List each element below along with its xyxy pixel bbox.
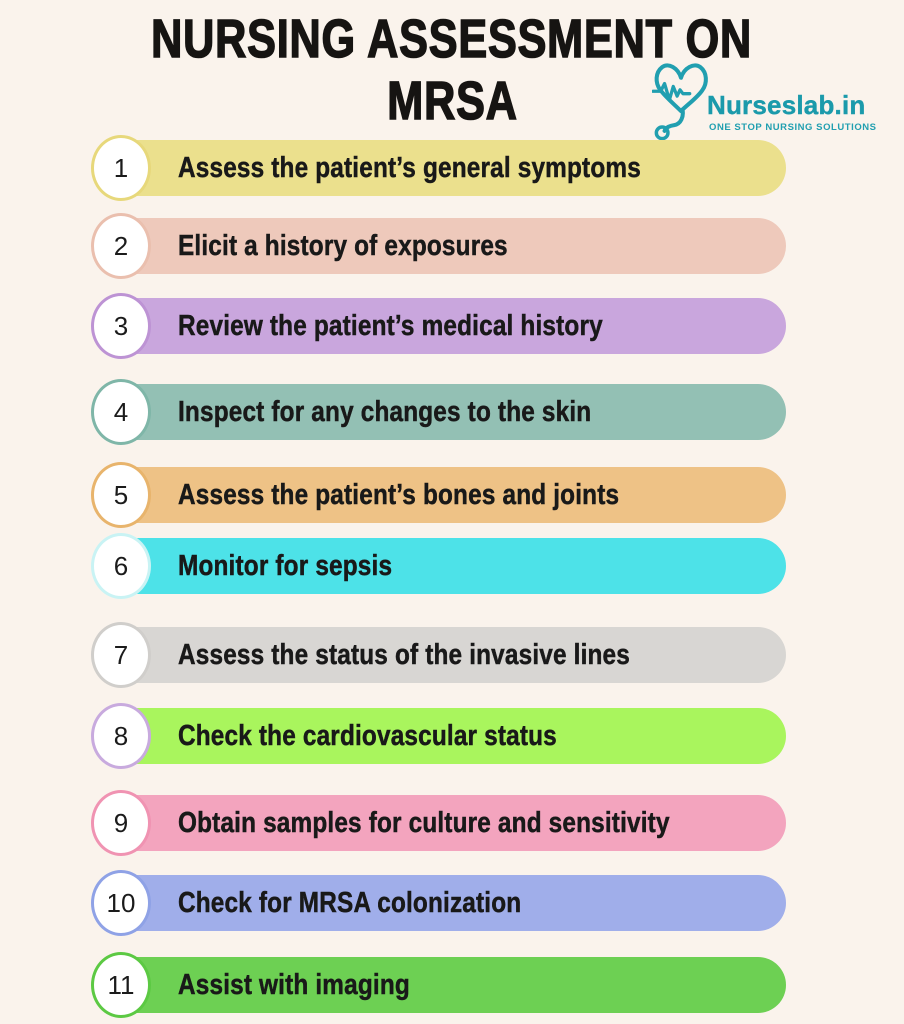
step-number: 2 (113, 230, 129, 261)
step-row-8 (93, 708, 786, 764)
step-label: Obtain samples for culture and sensitivity (178, 806, 670, 839)
step-number: 10 (106, 887, 136, 918)
step-label: Check the cardiovascular status (178, 719, 557, 752)
logo-tagline-text: ONE STOP NURSING SOLUTIONS (709, 122, 877, 133)
step-row-10 (93, 875, 786, 931)
step-number-badge (91, 213, 151, 279)
step-number: 8 (113, 720, 129, 751)
step-row-3 (93, 298, 786, 354)
step-label: Assist with imaging (178, 968, 410, 1001)
step-label: Review the patient’s medical history (178, 309, 603, 342)
step-row-5 (93, 467, 786, 523)
step-number: 7 (113, 639, 129, 670)
step-label: Assess the patient’s bones and joints (178, 478, 620, 511)
step-label: Assess the patient’s general symptoms (178, 151, 641, 184)
step-label: Monitor for sepsis (178, 549, 393, 582)
step-row-9 (93, 795, 786, 851)
step-number-badge (91, 379, 151, 445)
step-number: 4 (113, 396, 129, 427)
step-number-badge (91, 533, 151, 599)
step-number-badge (91, 462, 151, 528)
step-label: Elicit a history of exposures (178, 229, 508, 262)
step-number: 9 (113, 807, 129, 838)
step-number: 1 (113, 152, 129, 183)
step-number: 11 (107, 969, 135, 1000)
step-label: Inspect for any changes to the skin (178, 395, 592, 428)
logo-brand-text: Nurseslab.in (707, 90, 866, 120)
step-row-2 (93, 218, 786, 274)
step-number-badge (91, 870, 151, 936)
step-row-11 (93, 957, 786, 1013)
step-number-badge (91, 790, 151, 856)
step-number-badge (91, 703, 151, 769)
step-number-badge (91, 293, 151, 359)
step-label: Check for MRSA colonization (178, 886, 522, 919)
step-number: 6 (113, 550, 129, 581)
step-number-badge (91, 622, 151, 688)
step-row-1 (93, 140, 786, 196)
step-number: 3 (113, 310, 129, 341)
step-row-7 (93, 627, 786, 683)
page-title-line2: MRSA (386, 71, 518, 131)
step-label: Assess the status of the invasive lines (178, 638, 630, 671)
page-title-line1: NURSING ASSESSMENT ON (151, 9, 753, 69)
step-number-badge (91, 952, 151, 1018)
step-number: 5 (113, 479, 129, 510)
step-number-badge (91, 135, 151, 201)
step-row-4 (93, 384, 786, 440)
step-row-6 (93, 538, 786, 594)
